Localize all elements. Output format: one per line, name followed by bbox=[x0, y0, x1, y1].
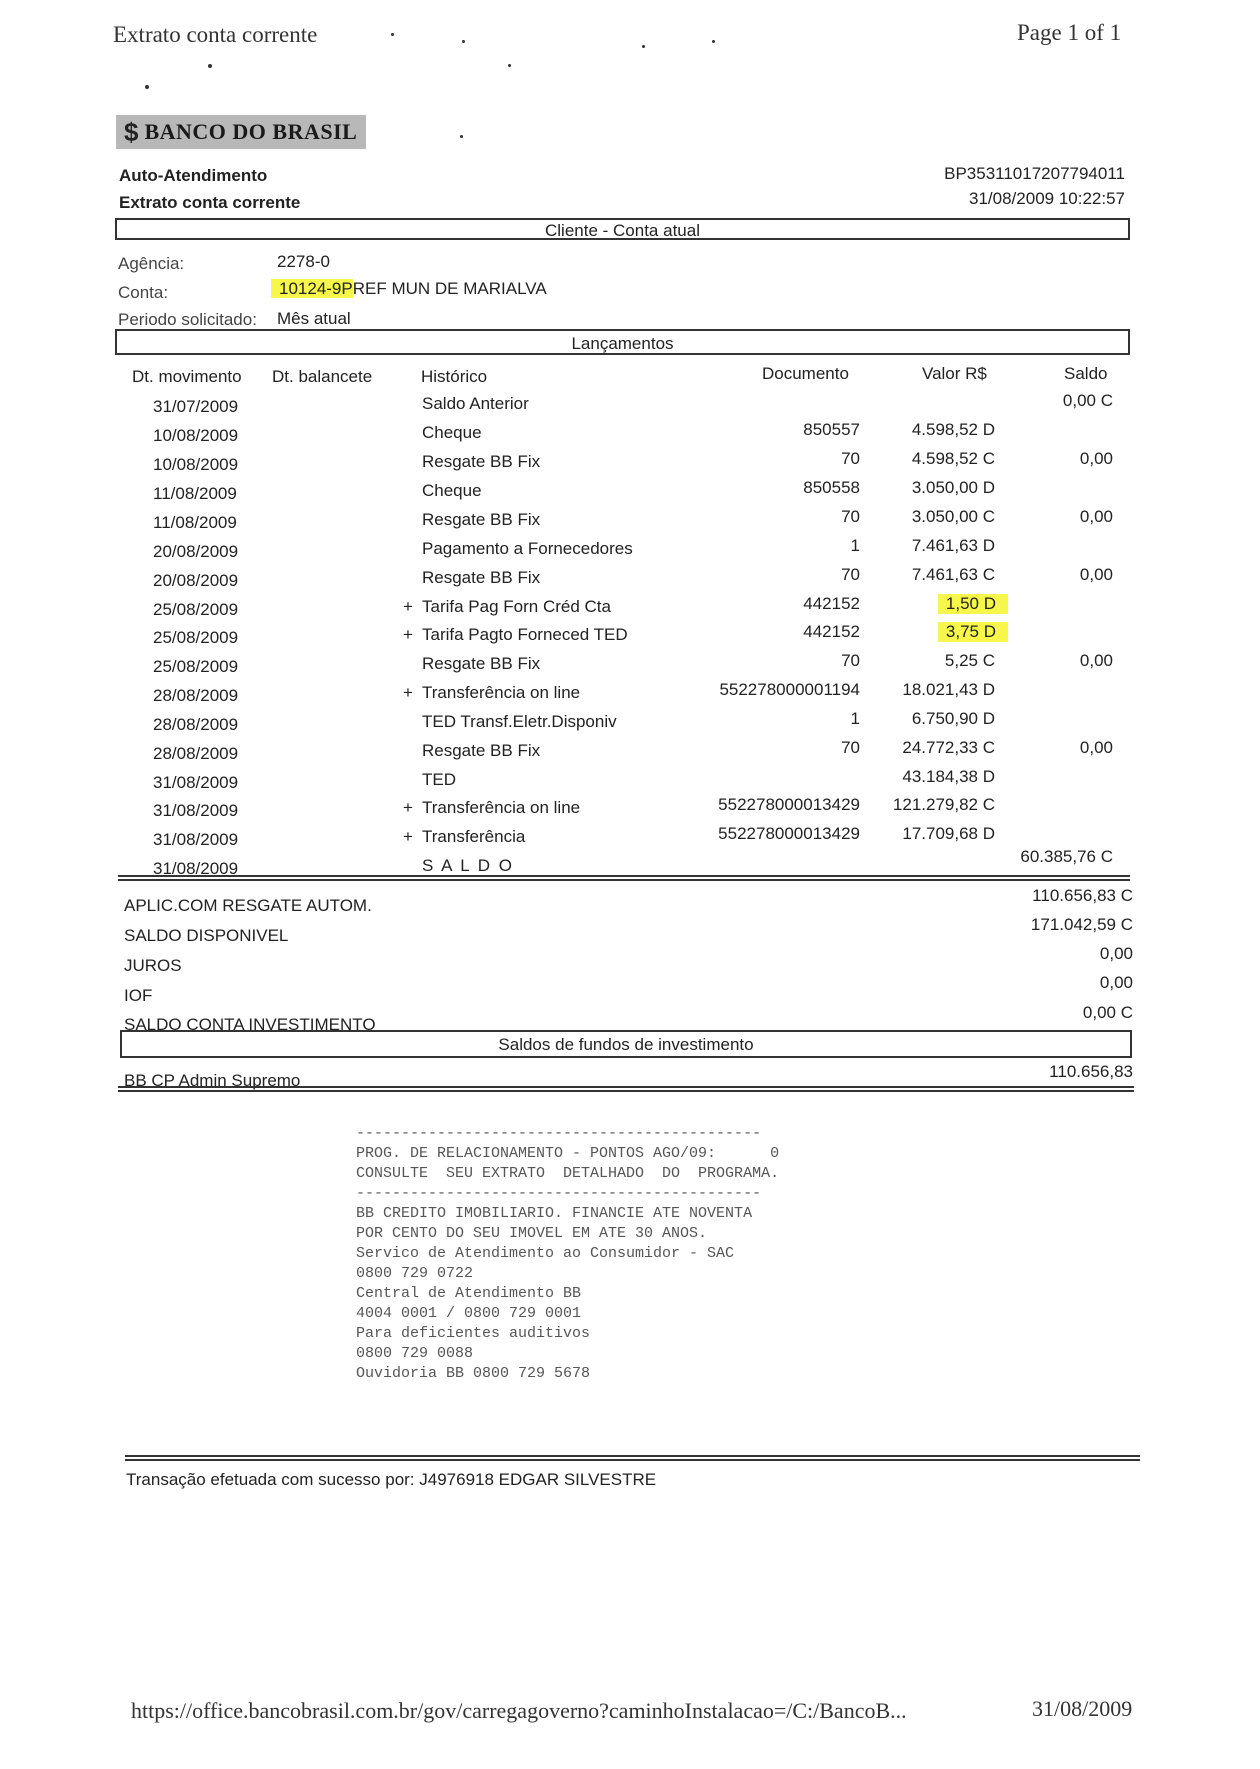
col-documento: Documento bbox=[762, 364, 849, 383]
row-valor: 43.184,38 D bbox=[902, 767, 995, 786]
agencia-label: Agência: bbox=[118, 254, 185, 273]
summary-label: SALDO DISPONIVEL bbox=[124, 926, 289, 945]
info-line: BB CREDITO IMOBILIARIO. FINANCIE ATE NOVENTA bbox=[356, 1205, 753, 1222]
print-footer-date: 31/08/2009 bbox=[1032, 1696, 1133, 1721]
row-historico: Resgate BB Fix bbox=[422, 568, 541, 587]
summary-value: 0,00 bbox=[1099, 944, 1133, 963]
funds-section-title: Saldos de fundos de investimento bbox=[498, 1035, 754, 1054]
row-date: 28/08/2009 bbox=[153, 715, 239, 734]
row-historico: Saldo Anterior bbox=[422, 394, 529, 413]
program-dash-top: --------------------------------------------- bbox=[356, 1125, 762, 1142]
info-line: Para deficientes auditivos bbox=[356, 1325, 591, 1342]
row-saldo: 0,00 bbox=[1079, 565, 1113, 584]
print-footer-url: https://office.bancobrasil.com.br/gov/carregagoverno?caminhoInstalacao=/C:/BancoB... bbox=[131, 1698, 907, 1723]
program-line: PROG. DE RELACIONAMENTO - PONTOS AGO/09: 0 bbox=[356, 1145, 780, 1162]
row-date: 11/08/2009 bbox=[153, 513, 237, 532]
row-plus: + bbox=[403, 798, 413, 817]
agencia-value: 2278-0 bbox=[277, 252, 330, 271]
info-line: Central de Atendimento BB bbox=[356, 1285, 582, 1302]
summary-label: SALDO CONTA INVESTIMENTO bbox=[124, 1015, 376, 1034]
row-date: 10/08/2009 bbox=[153, 455, 239, 474]
row-documento: 70 bbox=[841, 507, 860, 526]
row-documento: 1 bbox=[850, 709, 860, 728]
info-line: 0800 729 0088 bbox=[356, 1345, 474, 1362]
row-valor: 1,50 D bbox=[938, 594, 1008, 614]
row-date: 31/08/2009 bbox=[153, 773, 239, 792]
row-documento: 70 bbox=[841, 738, 860, 757]
row-historico: S A L D O bbox=[422, 856, 515, 875]
lancamentos-section-title: Lançamentos bbox=[571, 334, 674, 353]
row-date: 20/08/2009 bbox=[153, 571, 239, 590]
row-documento: 552278000013429 bbox=[718, 824, 860, 843]
row-date: 20/08/2009 bbox=[153, 542, 239, 561]
row-historico: TED bbox=[422, 770, 456, 789]
row-historico: Transferência on line bbox=[422, 798, 581, 817]
info-line: Servico de Atendimento ao Consumidor - SAC bbox=[356, 1245, 735, 1262]
periodo-value: Mês atual bbox=[277, 309, 351, 328]
row-plus: + bbox=[403, 597, 413, 616]
row-documento: 1 bbox=[850, 536, 860, 555]
col-valor: Valor R$ bbox=[922, 364, 987, 383]
row-historico: Resgate BB Fix bbox=[422, 510, 541, 529]
row-valor: 4.598,52 C bbox=[911, 449, 995, 468]
conta-label: Conta: bbox=[118, 283, 169, 302]
row-documento: 70 bbox=[841, 565, 860, 584]
row-valor: 3.050,00 D bbox=[911, 478, 995, 497]
conta-value bbox=[271, 279, 547, 299]
row-saldo: 0,00 bbox=[1079, 738, 1113, 757]
conta-number: 10124-9 bbox=[271, 279, 341, 298]
summary-value: 0,00 bbox=[1099, 973, 1133, 992]
row-documento: 442152 bbox=[803, 594, 860, 613]
row-historico: Cheque bbox=[422, 481, 482, 500]
bb-logo-icon: $ bbox=[124, 116, 139, 147]
row-valor: 5,25 C bbox=[944, 651, 995, 670]
conta-name-rest: REF MUN DE MARIALVA bbox=[352, 279, 547, 298]
summary-value: 171.042,59 C bbox=[1030, 915, 1133, 934]
row-date: 31/07/2009 bbox=[153, 397, 239, 416]
row-historico: Pagamento a Fornecedores bbox=[422, 539, 633, 558]
row-date: 25/08/2009 bbox=[153, 657, 239, 676]
document-code: BP35311017207794011 bbox=[944, 164, 1125, 183]
program-dash-mid: --------------------------------------------- bbox=[356, 1185, 762, 1202]
row-valor: 4.598,52 D bbox=[911, 420, 995, 439]
row-historico: Transferência on line bbox=[422, 683, 581, 702]
periodo-label: Periodo solicitado: bbox=[118, 310, 257, 329]
col-historico: Histórico bbox=[421, 367, 488, 386]
row-plus: + bbox=[403, 827, 413, 846]
row-documento: 70 bbox=[841, 651, 860, 670]
row-date: 11/08/2009 bbox=[153, 484, 237, 503]
summary-value: 110.656,83 C bbox=[1032, 886, 1133, 905]
document-datetime: 31/08/2009 10:22:57 bbox=[969, 189, 1125, 208]
row-documento: 552278000013429 bbox=[718, 795, 860, 814]
info-line: POR CENTO DO SEU IMOVEL EM ATE 30 ANOS. bbox=[356, 1225, 708, 1242]
row-valor: 3,75 D bbox=[938, 622, 1008, 642]
print-page-number: Page 1 of 1 bbox=[1017, 20, 1122, 45]
col-saldo: Saldo bbox=[1064, 364, 1108, 383]
client-section-header bbox=[115, 218, 1130, 240]
row-documento: 442152 bbox=[803, 622, 860, 641]
summary-label: JUROS bbox=[124, 956, 182, 975]
fund-value: 110.656,83 bbox=[1049, 1062, 1133, 1081]
row-date: 31/08/2009 bbox=[153, 830, 239, 849]
row-valor: 121.279,82 C bbox=[892, 795, 995, 814]
row-date: 25/08/2009 bbox=[153, 600, 239, 619]
conta-name-first: P bbox=[341, 279, 353, 298]
row-saldo: 60.385,76 C bbox=[1020, 847, 1113, 866]
row-historico: Transferência bbox=[422, 827, 526, 846]
row-historico: Resgate BB Fix bbox=[422, 654, 541, 673]
program-line: CONSULTE SEU EXTRATO DETALHADO DO PROGRAMA. bbox=[356, 1165, 780, 1182]
row-saldo: 0,00 bbox=[1079, 449, 1113, 468]
row-historico: Tarifa Pag Forn Créd Cta bbox=[422, 597, 611, 616]
row-valor: 3.050,00 C bbox=[911, 507, 995, 526]
row-date: 10/08/2009 bbox=[153, 426, 239, 445]
document-title: Extrato conta corrente bbox=[119, 193, 301, 212]
info-line: Ouvidoria BB 0800 729 5678 bbox=[356, 1365, 591, 1382]
info-line: 4004 0001 / 0800 729 0001 bbox=[356, 1305, 582, 1322]
transaction-text: Transação efetuada com sucesso por: J4976918 EDGAR SILVESTRE bbox=[126, 1470, 657, 1489]
row-saldo: 0,00 C bbox=[1062, 391, 1113, 410]
row-date: 28/08/2009 bbox=[153, 744, 239, 763]
client-section-title: Cliente - Conta atual bbox=[545, 221, 700, 240]
bb-logo-text: BANCO DO BRASIL bbox=[144, 119, 358, 144]
row-date: 25/08/2009 bbox=[153, 628, 239, 647]
row-saldo: 0,00 bbox=[1079, 507, 1113, 526]
fund-name: BB CP Admin Supremo bbox=[124, 1071, 301, 1090]
row-documento: 850557 bbox=[803, 420, 860, 439]
row-valor: 24.772,33 C bbox=[902, 738, 995, 757]
footer-divider bbox=[125, 1455, 1140, 1461]
row-valor: 17.709,68 D bbox=[902, 824, 995, 843]
info-line: 0800 729 0722 bbox=[356, 1265, 474, 1282]
service-name: Auto-Atendimento bbox=[119, 166, 268, 185]
summary-label: IOF bbox=[124, 986, 153, 1005]
row-saldo: 0,00 bbox=[1079, 651, 1113, 670]
funds-end-divider bbox=[118, 1086, 1134, 1092]
row-date: 31/08/2009 bbox=[153, 859, 239, 878]
banco-do-brasil-logo bbox=[116, 115, 366, 149]
col-dt-balancete: Dt. balancete bbox=[272, 367, 373, 386]
row-historico: TED Transf.Eletr.Disponiv bbox=[422, 712, 617, 731]
row-historico: Resgate BB Fix bbox=[422, 452, 541, 471]
row-plus: + bbox=[403, 683, 413, 702]
print-header-title: Extrato conta corrente bbox=[113, 22, 318, 47]
row-historico: Resgate BB Fix bbox=[422, 741, 541, 760]
summary-value: 0,00 C bbox=[1082, 1003, 1133, 1022]
row-valor: 7.461,63 C bbox=[911, 565, 995, 584]
table-end-divider bbox=[118, 875, 1130, 881]
summary-label: APLIC.COM RESGATE AUTOM. bbox=[124, 896, 372, 915]
row-historico: Tarifa Pagto Forneced TED bbox=[422, 625, 628, 644]
row-date: 31/08/2009 bbox=[153, 801, 239, 820]
lancamentos-section-header bbox=[115, 329, 1130, 355]
row-date: 28/08/2009 bbox=[153, 686, 239, 705]
row-plus: + bbox=[403, 625, 413, 644]
row-valor: 18.021,43 D bbox=[902, 680, 995, 699]
row-documento: 850558 bbox=[803, 478, 860, 497]
row-valor: 6.750,90 D bbox=[911, 709, 995, 728]
row-valor: 7.461,63 D bbox=[911, 536, 995, 555]
col-dt-movimento: Dt. movimento bbox=[132, 367, 242, 386]
row-historico: Cheque bbox=[422, 423, 482, 442]
row-documento: 70 bbox=[841, 449, 860, 468]
funds-section-header bbox=[120, 1030, 1132, 1058]
row-documento: 552278000001194 bbox=[719, 680, 860, 699]
program-info-block bbox=[356, 1124, 779, 1384]
